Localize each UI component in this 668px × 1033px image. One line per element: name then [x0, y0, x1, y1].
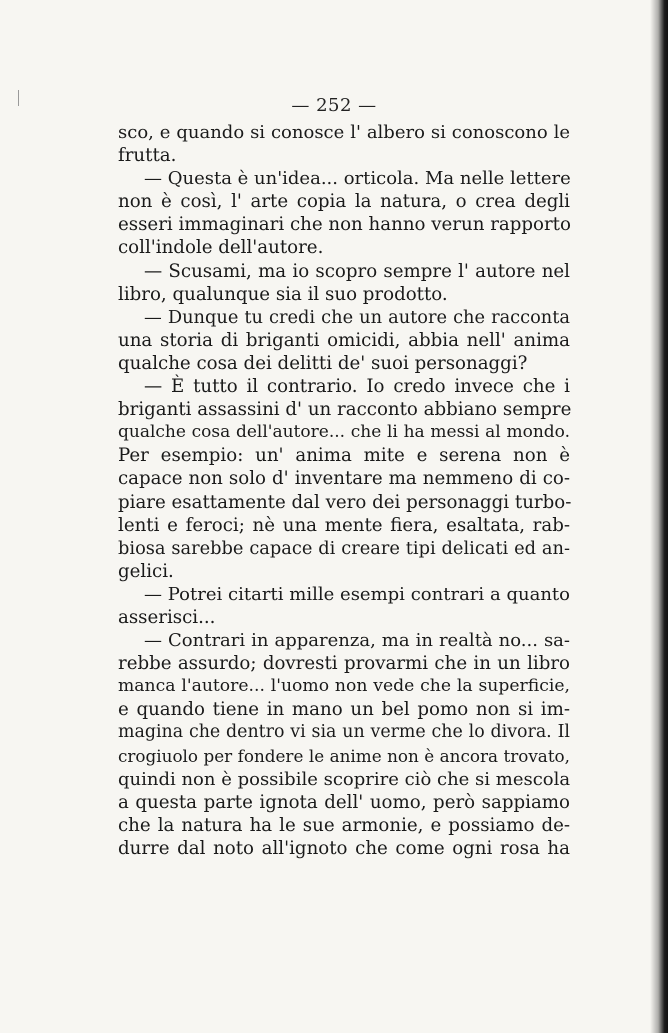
text-line: lenti e feroci; nè una mente fiera, esaltata, rab- — [118, 514, 570, 536]
text-line: qualche cosa dei delitti de' suoi personaggi? — [118, 352, 528, 374]
text-line: sco, e quando si conosce l' albero si conoscono le — [118, 122, 570, 143]
binding-shadow — [650, 0, 668, 1033]
body-text — [118, 121, 570, 860]
text-line: — Potrei citarti mille esempi contrari a quanto — [144, 583, 570, 605]
text-line: una storia di briganti omicidi, abbia nell' anima — [118, 329, 570, 351]
text-line: rebbe assurdo; dovresti provarmi che in un libro — [118, 653, 570, 675]
text-line: piare esattamente dal vero dei personaggi turbo- — [118, 491, 572, 513]
text-line: non è così, l' arte copia la natura, o crea degli — [118, 191, 570, 213]
text-line: biosa sarebbe capace di creare tipi delicati ed an- — [118, 537, 570, 559]
text-line: — È tutto il contrario. Io credo invece che i — [144, 376, 570, 398]
text-line: frutta. — [118, 145, 177, 167]
text-line: capace non solo d' inventare ma nemmeno di co- — [118, 468, 570, 490]
text-line: e quando tiene in mano un bel pomo non si im- — [118, 699, 570, 721]
text-line: — Questa è un'idea... orticola. Ma nelle lettere — [144, 168, 571, 190]
text-line: briganti assassini d' un racconto abbiano sempre — [118, 399, 572, 421]
text-line: manca l'autore... l'uomo non vede che la superficie, — [118, 676, 570, 697]
text-line: asserisci... — [118, 606, 216, 628]
text-line: magina che dentro vi sia un verme che lo divora. Il — [118, 722, 570, 743]
text-line: durre dal noto all'ignoto che come ogni rosa ha — [118, 837, 570, 859]
text-line: qualche cosa dell'autore... che li ha messi al mondo. — [118, 422, 570, 443]
text-line: — Scusami, ma io scopro sempre l' autore nel — [144, 260, 570, 282]
text-line: libro, qualunque sia il suo prodotto. — [118, 283, 448, 305]
page-number: — 252 — — [291, 95, 377, 116]
text-line: esseri immaginari che non hanno verun rapporto — [118, 214, 571, 236]
text-line: crogiuolo per fondere le anime non è ancora trovato, — [118, 745, 570, 766]
text-line: Per esempio: un' anima mite e serena non è — [118, 445, 570, 467]
text-line: coll'indole dell'autore. — [118, 237, 324, 259]
text-line: — Contrari in apparenza, ma in realtà no... sa- — [144, 630, 570, 652]
text-line: quindi non è possibile scoprire ciò che si mescola — [118, 768, 571, 790]
text-line: a questa parte ignota dell' uomo, però sappiamo — [118, 791, 570, 813]
text-line: che la natura ha le sue armonie, e possiamo de- — [118, 814, 570, 836]
text-line: gelici. — [118, 560, 174, 582]
text-line: — Dunque tu credi che un autore che racconta — [144, 306, 570, 328]
